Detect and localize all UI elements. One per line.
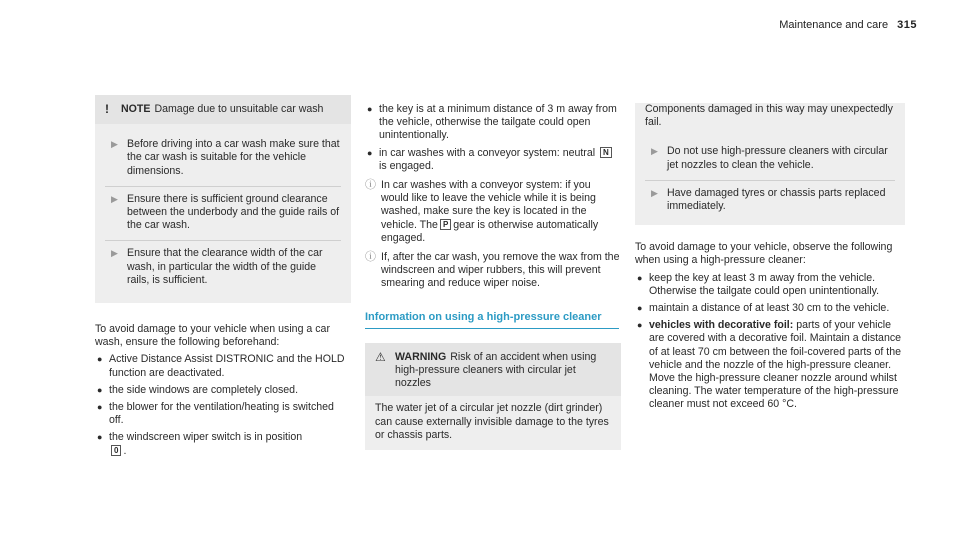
list-item: ● vehicles with decorative foil: parts of your vehicle are covered with a decorative foil. Maintain a distance of at least 70 cm between the foil-covered parts of the vehicle and the nozzle of the high-pressure cleaner. Move the high-pressure cleaner nozzle around whilst cleaning. The water temperature of the high-pressure cleaner must not exceed 60 °C. — [637, 319, 902, 411]
warning-label: WARNING — [395, 350, 447, 363]
list-item: ● Active Distance Assist DISTRONIC and the HOLD function are deactivated. — [97, 353, 345, 379]
wiper-position-key: 0 — [111, 445, 121, 456]
warning-panel — [365, 343, 621, 450]
info-note: ⓘ If, after the car wash, you remove the wax from the windscreen and wiper rubbers, this will prevent smearing and reduce wiper noise. — [365, 251, 620, 290]
step-text: Before driving into a car wash make sure that the car wash is suitable for the vehicle dimensions. — [127, 138, 340, 177]
warning-body: The water jet of a circular jet nozzle (dirt grinder) can cause externally invisible damage to the tyres or chassis parts. — [375, 402, 609, 441]
section-heading: Information on using a high-pressure cleaner — [365, 311, 619, 329]
step-item — [105, 187, 341, 241]
play-arrow-icon: ▶ — [111, 193, 118, 204]
bullet-list — [365, 103, 621, 173]
warning-header: ⚠ WARNING Risk of an accident when using high-pressure cleaners with circular jet nozzles — [365, 343, 621, 397]
park-key: P — [440, 219, 451, 230]
note-body — [95, 124, 351, 303]
play-arrow-icon: ▶ — [111, 248, 118, 259]
note-header — [95, 95, 351, 124]
step-text: Ensure that the clearance width of the car wash, in particular the width of the guide rails, is sufficient. — [127, 247, 323, 286]
info-note: ⓘ In car washes with a conveyor system: if you would like to leave the vehicle while it is being washed, make sure the key is located in the vehicle. The P gear is otherwise automatically engaged. — [365, 179, 599, 244]
note-text: Damage due to unsuitable car wash — [154, 103, 324, 115]
warning-continuation-panel — [635, 103, 905, 225]
section-title: Maintenance and care — [779, 19, 889, 31]
list-item: ● the key is at a minimum distance of 3 m away from the vehicle, otherwise the tailgate could open unintentionally. — [367, 103, 617, 142]
list-item: ● the windscreen wiper switch is in position 0 . — [97, 431, 303, 457]
list-item: ● keep the key at least 3 m away from the vehicle. Otherwise the tailgate could open unintentionally. — [637, 271, 880, 297]
bullet-list — [635, 272, 905, 412]
step-item: ▶ Do not use high-pressure cleaners with circular jet nozzles to clean the vehicle. — [645, 139, 895, 179]
intro-paragraph: To avoid damage to your vehicle, observe the following when using a high-pressure cleaner: — [635, 241, 893, 267]
info-icon: ⓘ — [365, 179, 376, 192]
step-text: Ensure there is sufficient ground clearance between the underbody and the guide rails of the car wash. — [127, 192, 340, 232]
list-item: ● the side windows are completely closed. — [97, 383, 299, 396]
foil-label: vehicles with decorative foil: — [649, 319, 794, 332]
note-panel — [95, 95, 351, 303]
neutral-key: N — [600, 147, 612, 158]
bullet-list — [95, 353, 351, 457]
page-number: 315 — [897, 19, 917, 31]
column-1 — [95, 95, 351, 458]
step-item — [105, 241, 341, 295]
page-header — [779, 19, 917, 32]
intro-paragraph: To avoid damage to your vehicle when using a car wash, ensure the following beforehand: — [95, 323, 330, 349]
info-icon: ⓘ — [365, 251, 376, 264]
exclamation-icon: ! — [105, 102, 109, 116]
step-item — [105, 132, 341, 186]
column-2 — [365, 103, 621, 450]
step-item: ▶ Have damaged tyres or chassis parts replaced immediately. — [645, 181, 895, 221]
warning-triangle-icon: ⚠ — [375, 349, 386, 364]
play-arrow-icon: ▶ — [111, 139, 118, 150]
column-3 — [635, 103, 905, 412]
list-item: ● the blower for the ventilation/heating is switched off. — [97, 401, 334, 427]
list-item: ● maintain a distance of at least 30 cm to the vehicle. — [637, 302, 890, 315]
list-item: ● in car washes with a conveyor system: neutral Nis engaged. — [365, 147, 621, 173]
continuation-text: Components damaged in this way may unexpectedly fail. — [645, 103, 893, 129]
play-arrow-icon: ▶ — [651, 146, 658, 157]
play-arrow-icon: ▶ — [651, 187, 658, 198]
note-label: NOTE — [121, 103, 151, 115]
